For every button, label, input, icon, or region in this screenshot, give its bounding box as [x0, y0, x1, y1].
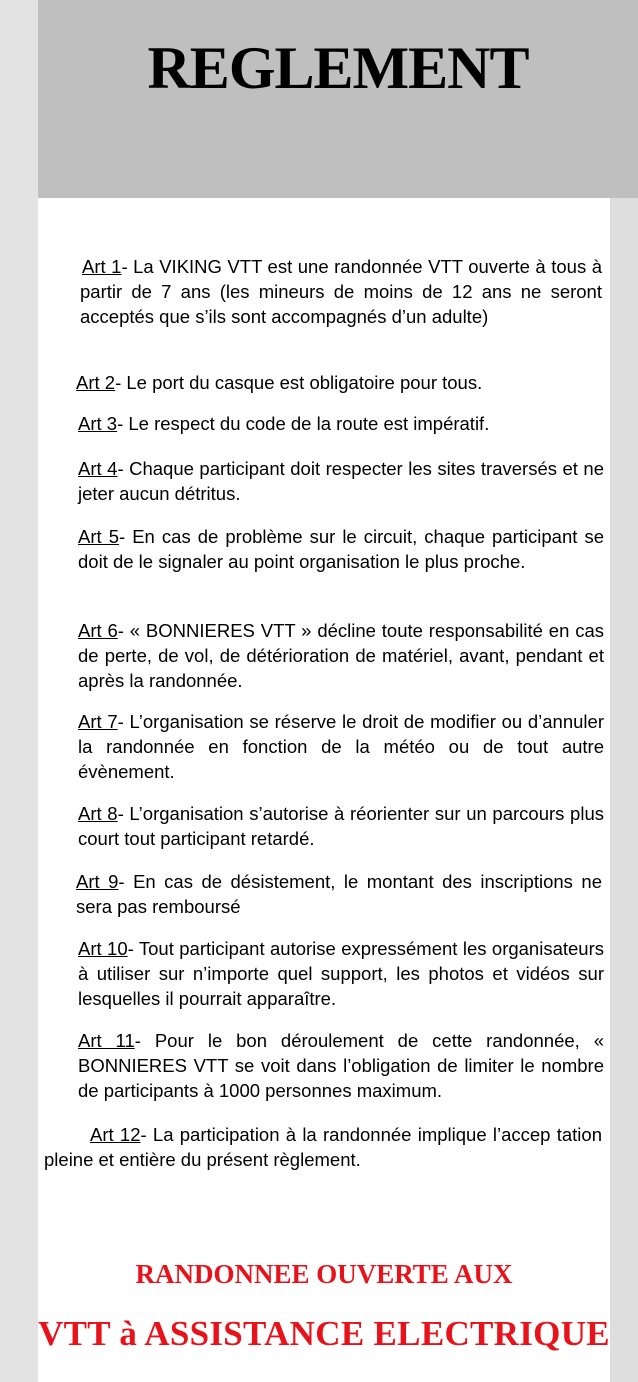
page-title: REGLEMENT — [147, 35, 529, 101]
article-text: - La participation à la randonnée implique l’accep tation pleine et entière du présent règlement. — [44, 1124, 602, 1170]
left-margin-strip — [0, 0, 38, 1382]
article-label: Art 2 — [76, 372, 116, 393]
article-8 — [78, 801, 604, 851]
article-7 — [78, 709, 604, 784]
article-text: - Chaque participant doit respecter les sites traversés et ne jeter aucun détritus. — [78, 458, 604, 504]
article-label: Art 1 — [82, 256, 122, 277]
article-3 — [78, 411, 604, 436]
article-9 — [76, 869, 602, 919]
article-text: - Pour le bon déroulement de cette randonnée, « BONNIERES VTT se voit dans l’obligation de limiter le nombre de participants à 1000 personnes maximum. — [78, 1030, 604, 1101]
article-label: Art 10 — [78, 938, 128, 959]
article-text: - En cas de problème sur le circuit, chaque participant se doit de le signaler au point organisation le plus proche. — [78, 526, 604, 572]
article-label: Art 7 — [78, 711, 118, 732]
article-label: Art 9 — [76, 871, 119, 892]
article-6 — [78, 618, 604, 693]
footer-line-2: VTT à ASSISTANCE ELECTRIQUE — [38, 1314, 610, 1353]
article-text: - « BONNIERES VTT » décline toute responsabilité en cas de perte, de vol, de détérioration de matériel, avant, pendant et après la randonnée. — [78, 620, 604, 691]
article-4 — [78, 456, 604, 506]
article-label: Art 12 — [90, 1124, 141, 1145]
article-label: Art 4 — [78, 458, 118, 479]
article-text: - L’organisation s’autorise à réorienter sur un parcours plus court tout participant retardé. — [78, 803, 604, 849]
article-label: Art 6 — [78, 620, 118, 641]
footer-line-1: RANDONNEE OUVERTE AUX — [135, 1259, 513, 1289]
article-text: - L’organisation se réserve le droit de modifier ou d’annuler la randonnée en fonction de la météo ou de tout autre évènement. — [78, 711, 604, 782]
article-label: Art 8 — [78, 803, 118, 824]
article-text: - Tout participant autorise expressément les organisateurs à utiliser sur n’importe quel support, les photos et vidéos sur lesquelles il pourrait apparaître. — [78, 938, 605, 1009]
article-label: Art 3 — [78, 413, 118, 434]
article-11 — [78, 1028, 604, 1103]
article-text: - La VIKING VTT est une randonnée VTT ouverte à tous à partir de 7 ans (les mineurs de moins de 12 ans ne seront acceptés que s’ils sont accompagnés d’un adulte) — [80, 256, 603, 327]
article-5 — [78, 524, 604, 574]
article-2 — [76, 370, 602, 395]
article-12 — [44, 1122, 602, 1172]
article-label: Art 5 — [78, 526, 119, 547]
article-text: - Le respect du code de la route est impératif. — [117, 413, 490, 434]
article-text: - En cas de désistement, le montant des inscriptions ne sera pas remboursé — [76, 871, 602, 917]
right-margin-strip — [610, 198, 638, 1382]
article-1 — [80, 254, 602, 329]
article-10 — [78, 936, 604, 1011]
article-text: - Le port du casque est obligatoire pour tous. — [115, 372, 483, 393]
article-label: Art 11 — [78, 1030, 135, 1051]
